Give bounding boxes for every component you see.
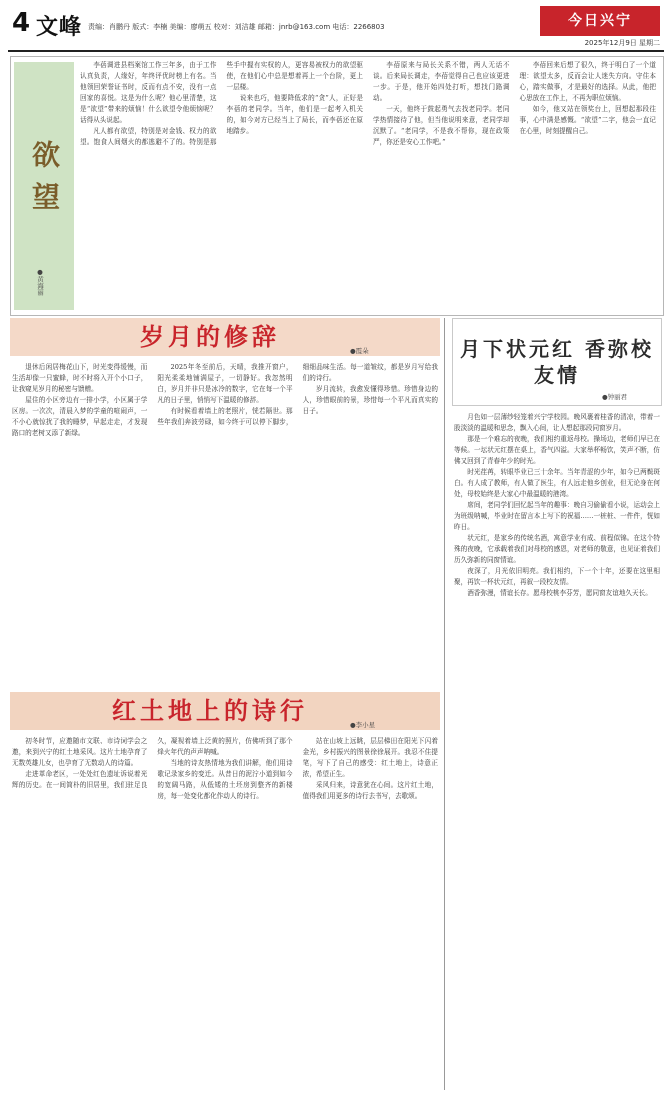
- page-number: 4: [12, 8, 31, 38]
- article1-byline: ●黄海丽: [36, 268, 44, 296]
- article1-paragraph: 如今，他又站在领奖台上，回想起那段往事，心中满是感慨。“欲望”二字，他会一直记在心里，时刻提醒自己。: [519, 105, 656, 135]
- article3-title-box: [452, 318, 662, 406]
- article3-title: 月下状元红 香弥校友情: [460, 337, 654, 387]
- article1-paragraph: 凡人都有欲望，特别是对金钱、权力的欲望。饱食人间烟火的都逃避不了的。特别是那些手中握有实权的人，更容易被权力的欲望驱使，在他们心中总是想着再上一个台阶，更上一层楼。: [80, 61, 363, 146]
- article3-body: [454, 412, 660, 1088]
- issue-date: 2025年12月9日 星期二: [584, 39, 660, 47]
- article2-paragraph: 2025年冬至前后，天晴，我推开窗户，阳光柔柔地铺满屋子，一切静好。我忽然明白，岁月并非只是冰冷的数字，它在每一个平凡的日子里，悄悄写下温暖的修辞。: [157, 363, 293, 404]
- article2-title: 岁月的修辞: [140, 322, 280, 351]
- article1-paragraph: 李蓓调进县档案馆工作三年多，由于工作认真负责，人缘好，年终评优时榜上有名。当他领回荣誉证书时，反而有点不安，没有一点回家的喜悦。这是为什么呢？他心里清楚，这是“欲望”带来的烦恼！什么欲望令他烦恼呢？话得从头说起。: [80, 61, 217, 124]
- article1-paragraph: 一天，他终于鼓起勇气去找老同学。老同学热情接待了他，但当他说明来意，老同学却沉默了。“老同学，不是我不帮你，现在政策严，你还是安心工作吧。”: [373, 105, 510, 146]
- article1-title-panel: [14, 62, 74, 310]
- article4-paragraph: 走进革命老区，一处处红色遗址诉说着光辉的历史。在一间简朴的旧居里，我们驻足良久，凝视着墙上泛黄的照片，仿佛听到了那个烽火年代的声声呐喊。: [12, 737, 293, 789]
- article1-body: [80, 60, 656, 310]
- article2-paragraph: 屋住的小区旁边有一排小学，小区属于学区房。一次次，清晨入梦的学童的喧闹声，一不小心就惊扰了我的睡梦，早起走走，才发现路口的老树又添了新绿。: [12, 396, 148, 437]
- article3-paragraph: 酒香弥漫，情谊长存。愿母校桃李芬芳，愿同窗友谊地久天长。: [467, 589, 652, 597]
- article4-paragraph: 采风归来，诗意犹在心间。这片红土地，值得我们用更多的诗行去书写，去歌颂。: [302, 781, 438, 800]
- header-rule: [8, 50, 664, 52]
- editor-credits: 责编：肖鹏丹 版式：李楠 美编：廖萌五 校对：刘洁雄 邮箱：jnrb@163.com 电话：2266803: [88, 23, 385, 31]
- article4-title-band: [10, 692, 440, 730]
- article1-paragraph: 李蓓原来与局长关系不错，两人无话不谈。后来局长调走，李蓓觉得自己也应该更进一步。于是，他开始四处打听，想找门路调动。: [373, 61, 510, 102]
- article4-paragraph: 当地的诗友热情地为我们讲解，他们用诗歌记录家乡的变迁。从昔日的泥泞小道到如今的宽阔马路，从低矮的土坯房到整齐的新楼房，每一处变化都化作动人的诗行。: [157, 759, 293, 800]
- article3-paragraph: 状元红，是家乡的传统名酒，寓意学业有成、前程似锦。在这个特殊的夜晚，它承载着我们对母校的感恩，对老师的敬意，也见证着我们历久弥新的同窗情谊。: [454, 534, 660, 564]
- article2-paragraph: 退休后闲居梅花山下，时光变得缓慢，而生活却像一只蜜蜂，时不时将入开个小口子，让我窥见岁月的秘密与馈赠。: [12, 363, 148, 393]
- article4-paragraph: 站在山坡上远眺，层层梯田在阳光下闪着金光，乡村振兴的图景徐徐展开。我忍不住提笔，写下了自己的感受：红土地上，诗意正浓，希望正生。: [302, 737, 438, 778]
- article2-body: [12, 362, 438, 688]
- article2-title-band: [10, 318, 440, 356]
- article3-paragraph: 席间，老同学们回忆起当年的趣事：晚自习偷偷看小说，运动会上为班级呐喊，毕业时在留言本上写下的祝福……一桩桩、一件件，恍如昨日。: [454, 501, 660, 531]
- article3-paragraph: 月色如一层薄纱轻笼着兴宁学校园。晚风裹着桂香的清凉，带着一股淡淡的温暖和思念，飘入心间，让人想起那段同窗岁月。: [454, 413, 660, 432]
- article2-byline: ●霞朵: [350, 347, 369, 355]
- article1-paragraph: 说来也巧，他要降低求的“贪”人，正好是李蓓的老同学。当年，他们是一起考入机关的，如今对方已经当上了局长，而李蓓还在原地踏步。: [226, 94, 363, 135]
- article2-paragraph: 有时候看着墙上的老照片，恍若隔世。那些年我们奔波劳碌，如今终于可以停下脚步，细细品味生活。每一道皱纹，都是岁月写给我们的诗行。: [157, 363, 438, 426]
- section-name: 文峰: [36, 15, 83, 40]
- article3-byline: ●钟丽君: [602, 393, 628, 401]
- article2-paragraph: 岁月流转，我愈发懂得珍惜。珍惜身边的人，珍惜眼前的景，珍惜每一个平凡而真实的日子。: [302, 385, 438, 415]
- masthead-logo: 今日兴宁: [540, 6, 660, 36]
- page-header: [8, 6, 664, 48]
- article3-paragraph: 夜深了，月光依旧明亮。我们相约，下一个十年，还要在这里相聚，再饮一杯状元红，再叙一段校友情。: [454, 567, 660, 586]
- column-divider: [444, 318, 445, 1090]
- article1-paragraph: 李蓓回来后想了很久，终于明白了一个道理：欲望太多，反而会让人迷失方向。守住本心，踏实做事，才是最好的选择。从此，他把心思放在工作上，不再为职位烦恼。: [519, 61, 656, 102]
- article4-body: [12, 736, 438, 1086]
- article3-paragraph: 时光荏苒，转眼毕业已三十余年。当年青涩的少年，如今已两鬓斑白。有人成了教师，有人做了医生，有人远走他乡创业，但无论身在何处，母校始终是大家心中最温暖的港湾。: [454, 468, 660, 498]
- article3-paragraph: 那是一个难忘的夜晚，我们相约重返母校。操场边，老师们早已在等候。一坛状元红摆在桌上，香气四溢。大家举杯畅饮，笑声不断，仿佛又回到了青春年少的时光。: [454, 435, 660, 465]
- article4-paragraph: 初冬时节，应邀随市文联、市诗词学会之邀，来到兴宁的红土地采风。这片土地孕育了无数英雄儿女，也孕育了无数动人的诗篇。: [12, 737, 148, 767]
- article4-title: 红土地上的诗行: [112, 696, 308, 725]
- article4-byline: ●李小星: [350, 721, 376, 729]
- article1-title: 欲望: [28, 140, 61, 224]
